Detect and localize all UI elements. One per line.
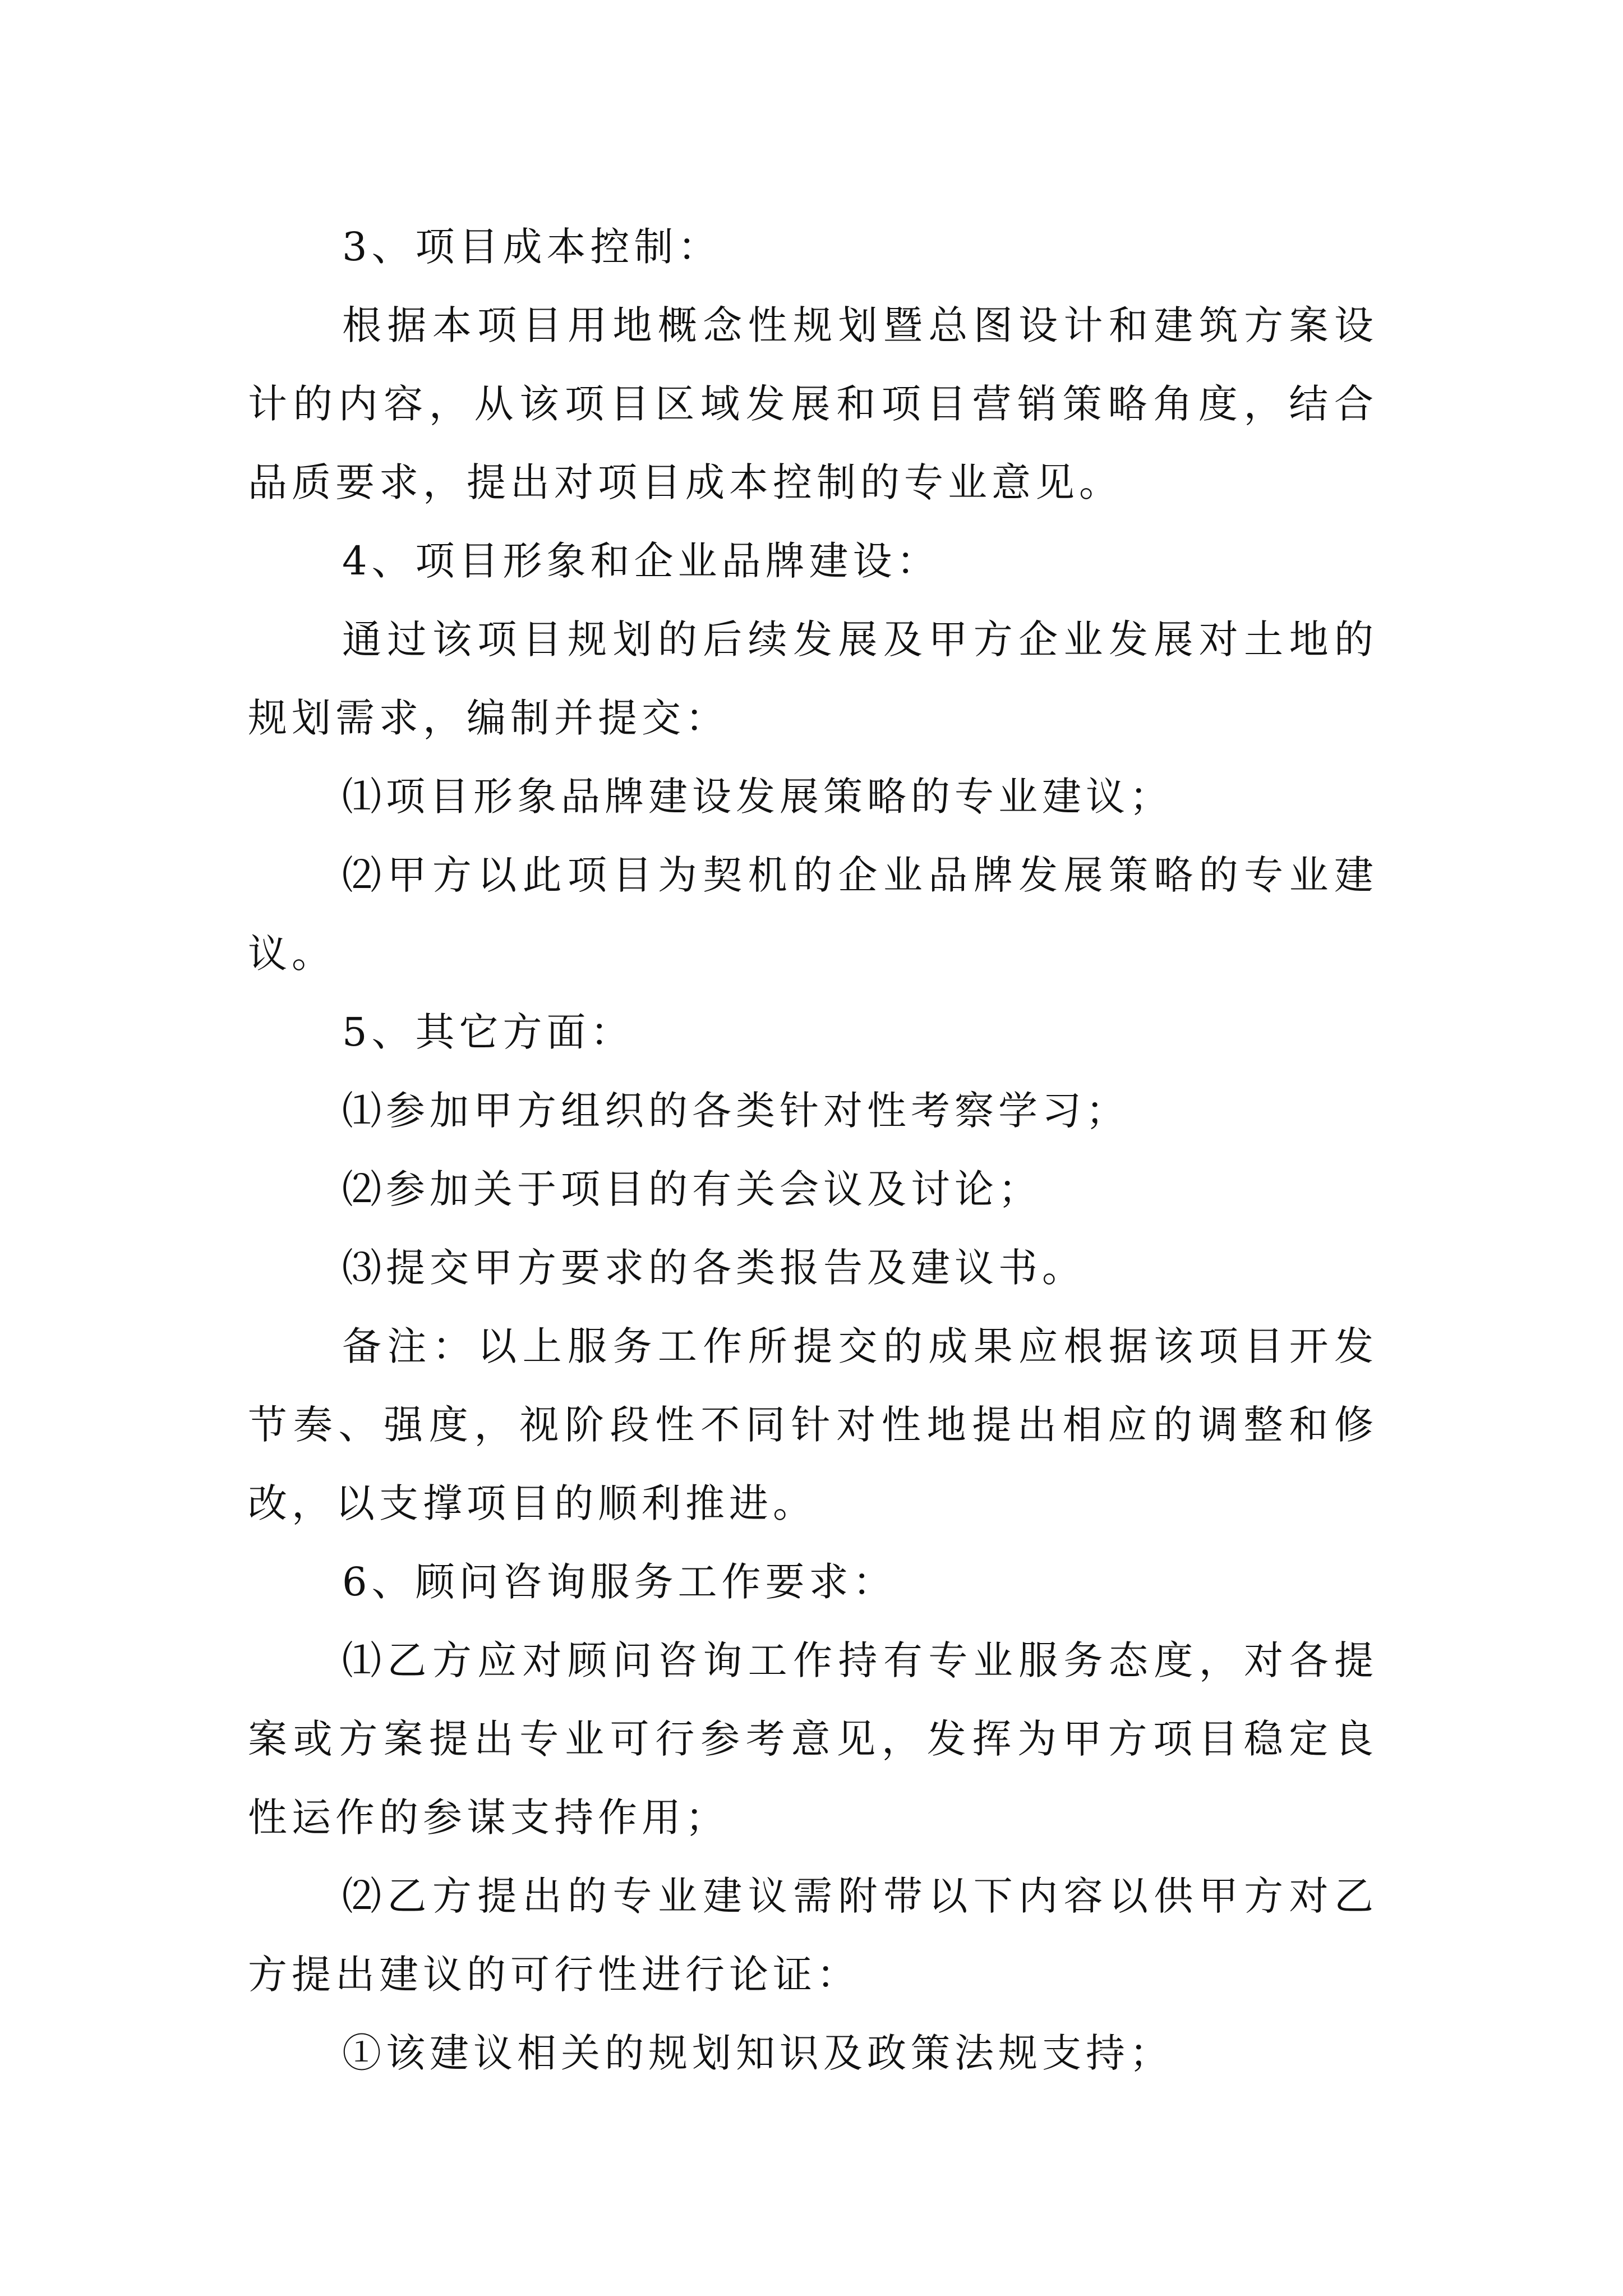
list-item-requirement-2-sub-1: ①该建议相关的规划知识及政策法规支持； — [342, 2030, 1173, 2076]
list-item-other-2: ⑵参加关于项目的有关会议及讨论； — [342, 1166, 1042, 1212]
list-item-requirement-1: ⑴乙方应对顾问咨询工作持有专业服务态度，对各提案或方案提出专业可行参考意见，发挥为甲方项目稳定良性运作的参谋支持作用； — [248, 1637, 1378, 1841]
list-item-other-1: ⑴参加甲方组织的各类针对性考察学习； — [342, 1088, 1129, 1134]
list-item-brand-1: ⑴项目形象品牌建设发展策略的专业建议； — [342, 774, 1173, 820]
section-heading-other: 5、其它方面： — [342, 1009, 634, 1055]
paragraph-brand-intro: 通过该项目规划的后续发展及甲方企业发展对土地的规划需求，编制并提交： — [248, 616, 1378, 741]
list-item-other-3: ⑶提交甲方要求的各类报告及建议书。 — [342, 1245, 1086, 1291]
document-body — [248, 208, 1378, 2092]
list-item-requirement-2: ⑵乙方提出的专业建议需附带以下内容以供甲方对乙方提出建议的可行性进行论证： — [248, 1873, 1378, 1998]
section-heading-brand: 4、项目形象和企业品牌建设： — [342, 538, 940, 584]
paragraph-remark: 备注：以上服务工作所提交的成果应根据该项目开发节奏、强度，视阶段性不同针对性地提出相应的调整和修改，以支撑项目的顺利推进。 — [248, 1323, 1378, 1526]
list-item-brand-2: ⑵甲方以此项目为契机的企业品牌发展策略的专业建议。 — [248, 852, 1378, 977]
section-heading-cost-control: 3、项目成本控制： — [342, 224, 722, 270]
section-heading-requirements: 6、顾问咨询服务工作要求： — [342, 1559, 897, 1605]
paragraph-cost-control: 根据本项目用地概念性规划暨总图设计和建筑方案设计的内容，从该项目区域发展和项目营销策略角度，结合品质要求，提出对项目成本控制的专业意见。 — [248, 302, 1378, 505]
